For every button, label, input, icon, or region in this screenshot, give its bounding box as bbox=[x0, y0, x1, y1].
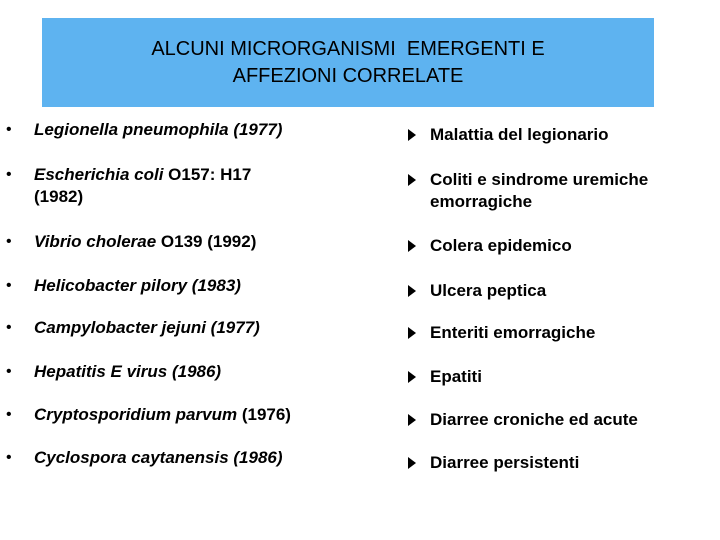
organism-strain: O139 bbox=[156, 232, 203, 251]
discovery-year: (1992) bbox=[207, 232, 257, 251]
related-disease bbox=[430, 322, 716, 344]
discovery-year: (1976) bbox=[241, 405, 291, 424]
discovery-year: (1977) bbox=[210, 318, 260, 337]
microorganism-name bbox=[34, 404, 374, 426]
title-line-2: AFFEZIONI CORRELATE bbox=[232, 64, 464, 87]
organism-name: Hepatitis E virus bbox=[34, 362, 168, 381]
bullet-icon: • bbox=[6, 406, 12, 423]
bullet-icon: • bbox=[6, 233, 12, 250]
title-line-1: ALCUNI MICRORGANISMI EMERGENTI E bbox=[151, 37, 545, 60]
microorganism-name bbox=[34, 275, 374, 297]
related-disease bbox=[430, 235, 716, 257]
organism-name: Cryptosporidium parvum bbox=[34, 405, 238, 424]
discovery-year: (1982) bbox=[34, 187, 84, 206]
title-box bbox=[42, 18, 654, 107]
disease-line: Diarree croniche ed acute bbox=[430, 410, 638, 429]
disease-line: Enteriti emorragiche bbox=[430, 323, 596, 342]
bullet-icon: • bbox=[6, 319, 12, 336]
related-disease bbox=[430, 280, 716, 302]
organism-strain: O157: H17 bbox=[163, 165, 252, 184]
organism-name: Helicobacter pilory bbox=[34, 276, 188, 295]
organism-name: Escherichia coli bbox=[34, 165, 164, 184]
microorganism-name bbox=[34, 164, 374, 208]
disease-line: Malattia del legionario bbox=[430, 125, 609, 144]
related-disease bbox=[430, 452, 716, 474]
discovery-year: (1986) bbox=[171, 362, 222, 381]
microorganism-name bbox=[34, 231, 374, 253]
disease-line: Coliti e sindrome uremiche bbox=[430, 170, 649, 189]
bullet-icon: • bbox=[6, 363, 12, 380]
organism-name: Campylobacter jejuni bbox=[34, 318, 206, 337]
disease-line: Colera epidemico bbox=[430, 236, 572, 255]
microorganism-name bbox=[34, 361, 374, 383]
organism-name: Vibrio cholerae bbox=[34, 232, 157, 251]
triangle-right-icon bbox=[408, 129, 416, 141]
bullet-icon: • bbox=[6, 449, 12, 466]
disease-line: Ulcera peptica bbox=[430, 281, 547, 300]
bullet-icon: • bbox=[6, 121, 12, 138]
triangle-right-icon bbox=[408, 240, 416, 252]
microorganism-name bbox=[34, 119, 374, 141]
disease-line: Diarree persistenti bbox=[430, 453, 580, 472]
microorganism-name bbox=[34, 317, 374, 339]
discovery-year: (1983) bbox=[191, 276, 241, 295]
triangle-right-icon bbox=[408, 285, 416, 297]
triangle-right-icon bbox=[408, 457, 416, 469]
triangle-right-icon bbox=[408, 327, 416, 339]
related-disease bbox=[430, 366, 716, 388]
microorganism-name bbox=[34, 447, 374, 469]
triangle-right-icon bbox=[408, 414, 416, 426]
disease-line: emorragiche bbox=[430, 192, 533, 211]
organism-name: Cyclospora caytanensis bbox=[34, 448, 229, 467]
discovery-year: (1977) bbox=[233, 120, 283, 139]
disease-line: Epatiti bbox=[430, 367, 482, 386]
related-disease bbox=[430, 169, 716, 213]
related-disease bbox=[430, 409, 716, 431]
discovery-year: (1986) bbox=[233, 448, 283, 467]
bullet-icon: • bbox=[6, 277, 12, 294]
bullet-icon: • bbox=[6, 166, 12, 183]
related-disease bbox=[430, 124, 716, 146]
organism-name: Legionella pneumophila bbox=[34, 120, 229, 139]
triangle-right-icon bbox=[408, 371, 416, 383]
triangle-right-icon bbox=[408, 174, 416, 186]
